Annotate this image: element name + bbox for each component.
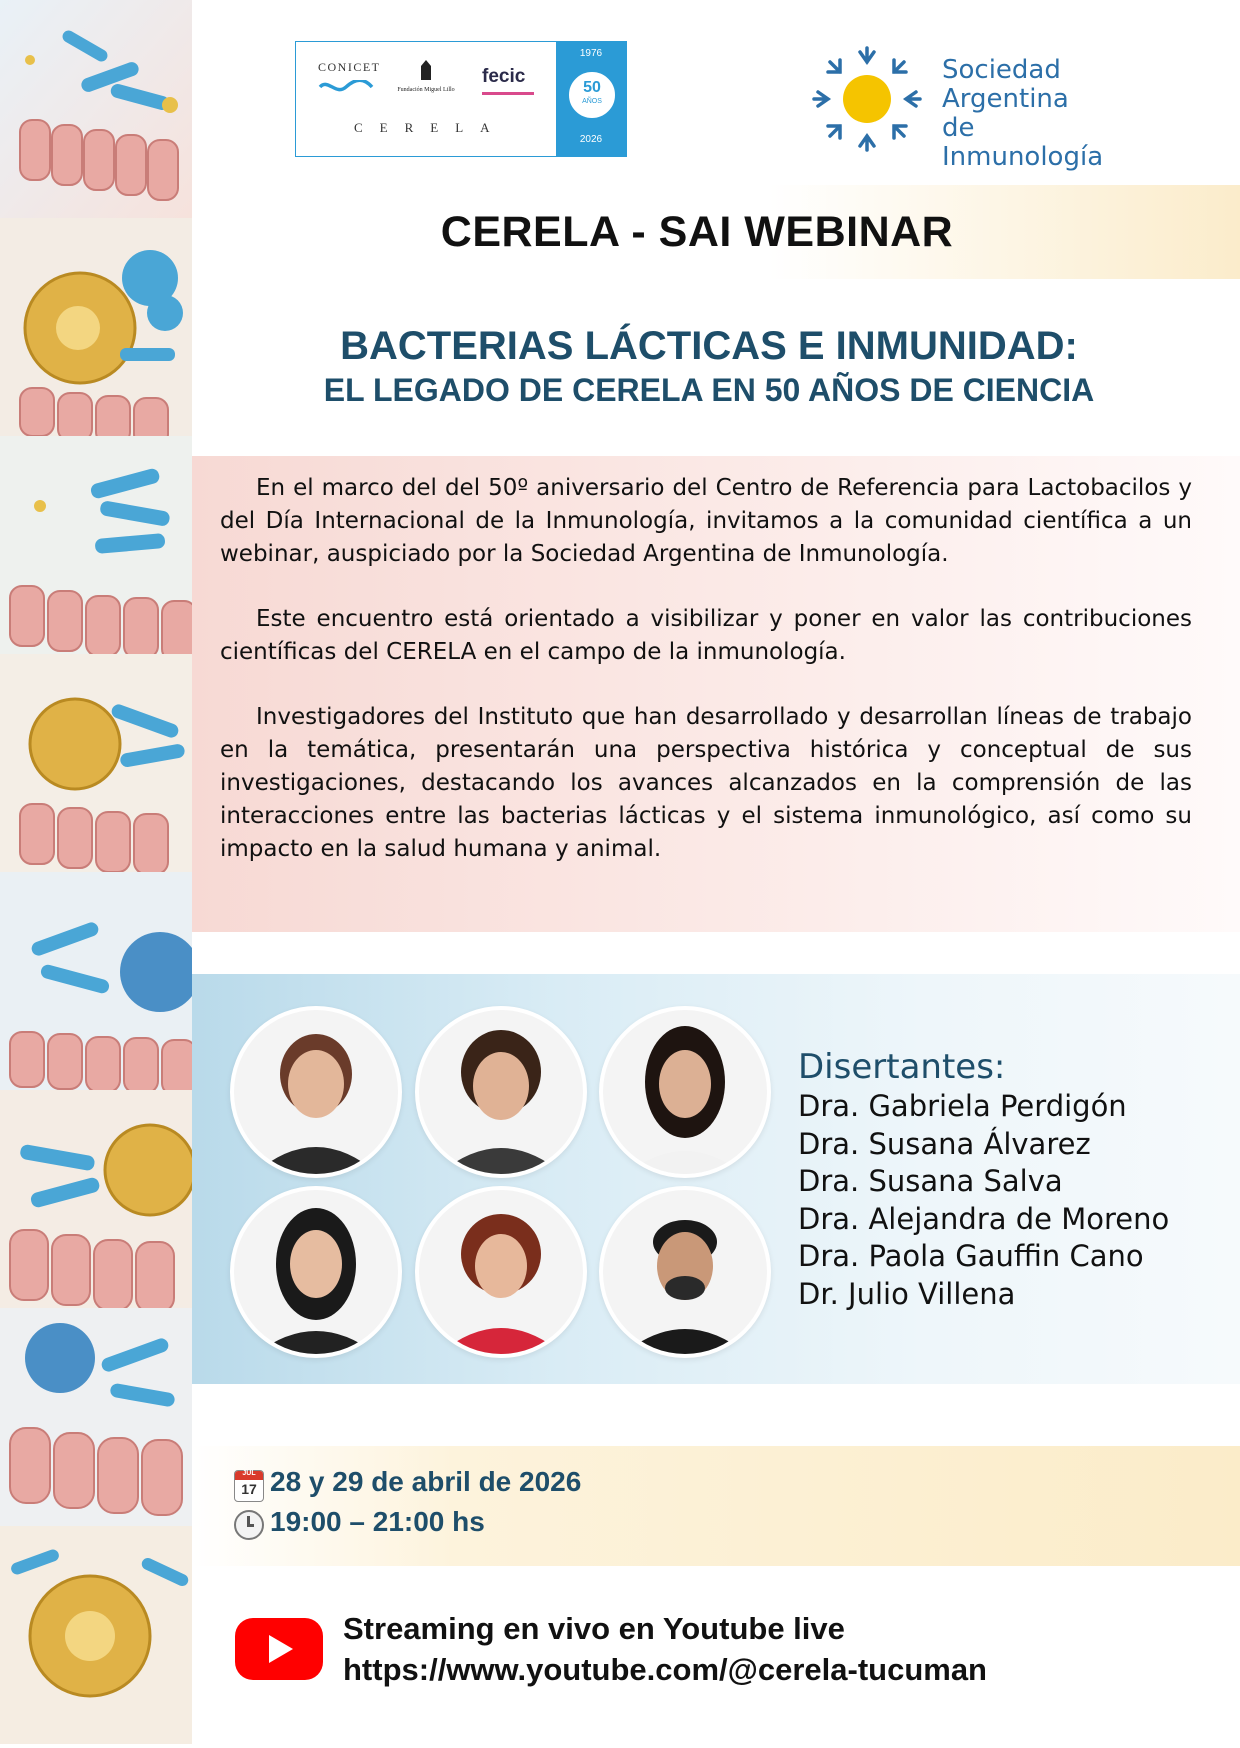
microscopy-illustration	[0, 218, 192, 436]
sai-line-3: Inmunología	[942, 142, 1104, 172]
decorative-sidebar	[0, 0, 192, 1748]
speaker-photo	[230, 1006, 402, 1178]
webinar-title: CERELA - SAI WEBINAR	[440, 208, 954, 256]
clock-icon	[234, 1510, 264, 1540]
calendar-month: JUL	[235, 1471, 263, 1480]
badge-year-start: 1976	[579, 48, 603, 59]
webinar-title-band	[192, 185, 1240, 279]
microscopy-illustration	[0, 1308, 192, 1526]
calendar-day: 17	[241, 1481, 257, 1497]
cerela-logo-text: CERELA	[354, 120, 507, 135]
streaming-url-link[interactable]: https://www.youtube.com/@cerela-tucuman	[343, 1652, 987, 1687]
calendar-icon	[234, 1470, 264, 1502]
youtube-icon[interactable]	[235, 1618, 323, 1680]
speaker-name: Dr. Julio Villena	[798, 1276, 1016, 1311]
event-date-text: 28 y 29 de abril de 2026	[270, 1466, 582, 1497]
speaker-photo	[415, 1006, 587, 1178]
badge-label: AÑOS	[582, 98, 602, 105]
institutions-logo	[295, 41, 627, 157]
speaker-photo	[415, 1186, 587, 1358]
speakers-section	[192, 974, 1240, 1384]
microscopy-illustration	[0, 1526, 192, 1744]
fundacion-building-icon	[419, 60, 433, 80]
speaker-name: Dra. Paola Gauffin Cano	[798, 1239, 1144, 1273]
main-title-line-2: EL LEGADO DE CERELA EN 50 AÑOS DE CIENCIA	[323, 372, 1095, 408]
speaker-photo	[599, 1006, 771, 1178]
description-paragraph-3: Investigadores del Instituto que han desarrollado y desarrollan líneas de trabajo en la temática, presentarán una perspectiva histórica y conceptual de sus investigaciones, destacando los avances alcanzados en la comprensión de las interacciones entre las bacterias lácticas y el sistema inmunológico, así como su impacto en la salud humana y animal.	[220, 704, 1192, 862]
microscopy-illustration	[0, 654, 192, 872]
speaker-name: Dra. Alejandra de Moreno	[798, 1201, 1170, 1236]
conicet-wave-icon	[318, 80, 374, 94]
speaker-photo	[230, 1186, 402, 1358]
sai-name	[942, 56, 1106, 172]
main-title-line-1: BACTERIAS LÁCTICAS E INMUNIDAD:	[340, 324, 1078, 368]
conicet-logo-text: CONICET	[318, 60, 381, 74]
streaming-info	[343, 1608, 987, 1690]
sai-line-2: Argentina de	[942, 84, 1069, 143]
event-time-text: 19:00 – 21:00 hs	[270, 1506, 485, 1537]
speaker-name: Dra. Susana Salva	[798, 1164, 1063, 1198]
speakers-heading: Disertantes:	[798, 1047, 1006, 1087]
description-paragraph-2: Este encuentro está orientado a visibilizar y poner en valor las contribuciones científicas del CERELA en el campo de la inmunología.	[220, 606, 1192, 665]
microscopy-illustration	[0, 872, 192, 1090]
description-text	[220, 472, 1192, 898]
fecic-underline	[482, 92, 534, 95]
badge-number: 50	[583, 79, 601, 96]
fundacion-name: Fundación Miguel Lillo	[397, 87, 455, 93]
fecic-logo-text: fecic	[482, 66, 526, 87]
event-datetime-band	[192, 1446, 1240, 1566]
badge-circle	[569, 72, 615, 118]
microscopy-illustration	[0, 436, 192, 654]
anniversary-badge	[556, 42, 626, 156]
fundacion-logo	[396, 60, 456, 93]
sun-icon	[806, 42, 928, 157]
sai-logo	[806, 42, 1106, 172]
streaming-label: Streaming en vivo en Youtube live	[343, 1611, 845, 1646]
speaker-name: Dra. Gabriela Perdigón	[798, 1089, 1127, 1123]
sai-line-1: Sociedad	[942, 55, 1061, 85]
speaker-photo	[599, 1186, 771, 1358]
description-section	[192, 456, 1240, 932]
microscopy-illustration	[0, 0, 192, 218]
speakers-list	[798, 1046, 1169, 1313]
microscopy-illustration	[0, 1090, 192, 1308]
badge-year-end: 2026	[579, 134, 603, 145]
main-title	[192, 322, 1226, 410]
description-paragraph-1: En el marco del del 50º aniversario del Centro de Referencia para Lactobacilos y del Día Internacional de la Inmunología, invitamos a la comunidad científica a un webinar, auspiciado por la Sociedad Argentina de Inmunología.	[220, 475, 1192, 567]
speaker-name: Dra. Susana Álvarez	[798, 1126, 1091, 1161]
